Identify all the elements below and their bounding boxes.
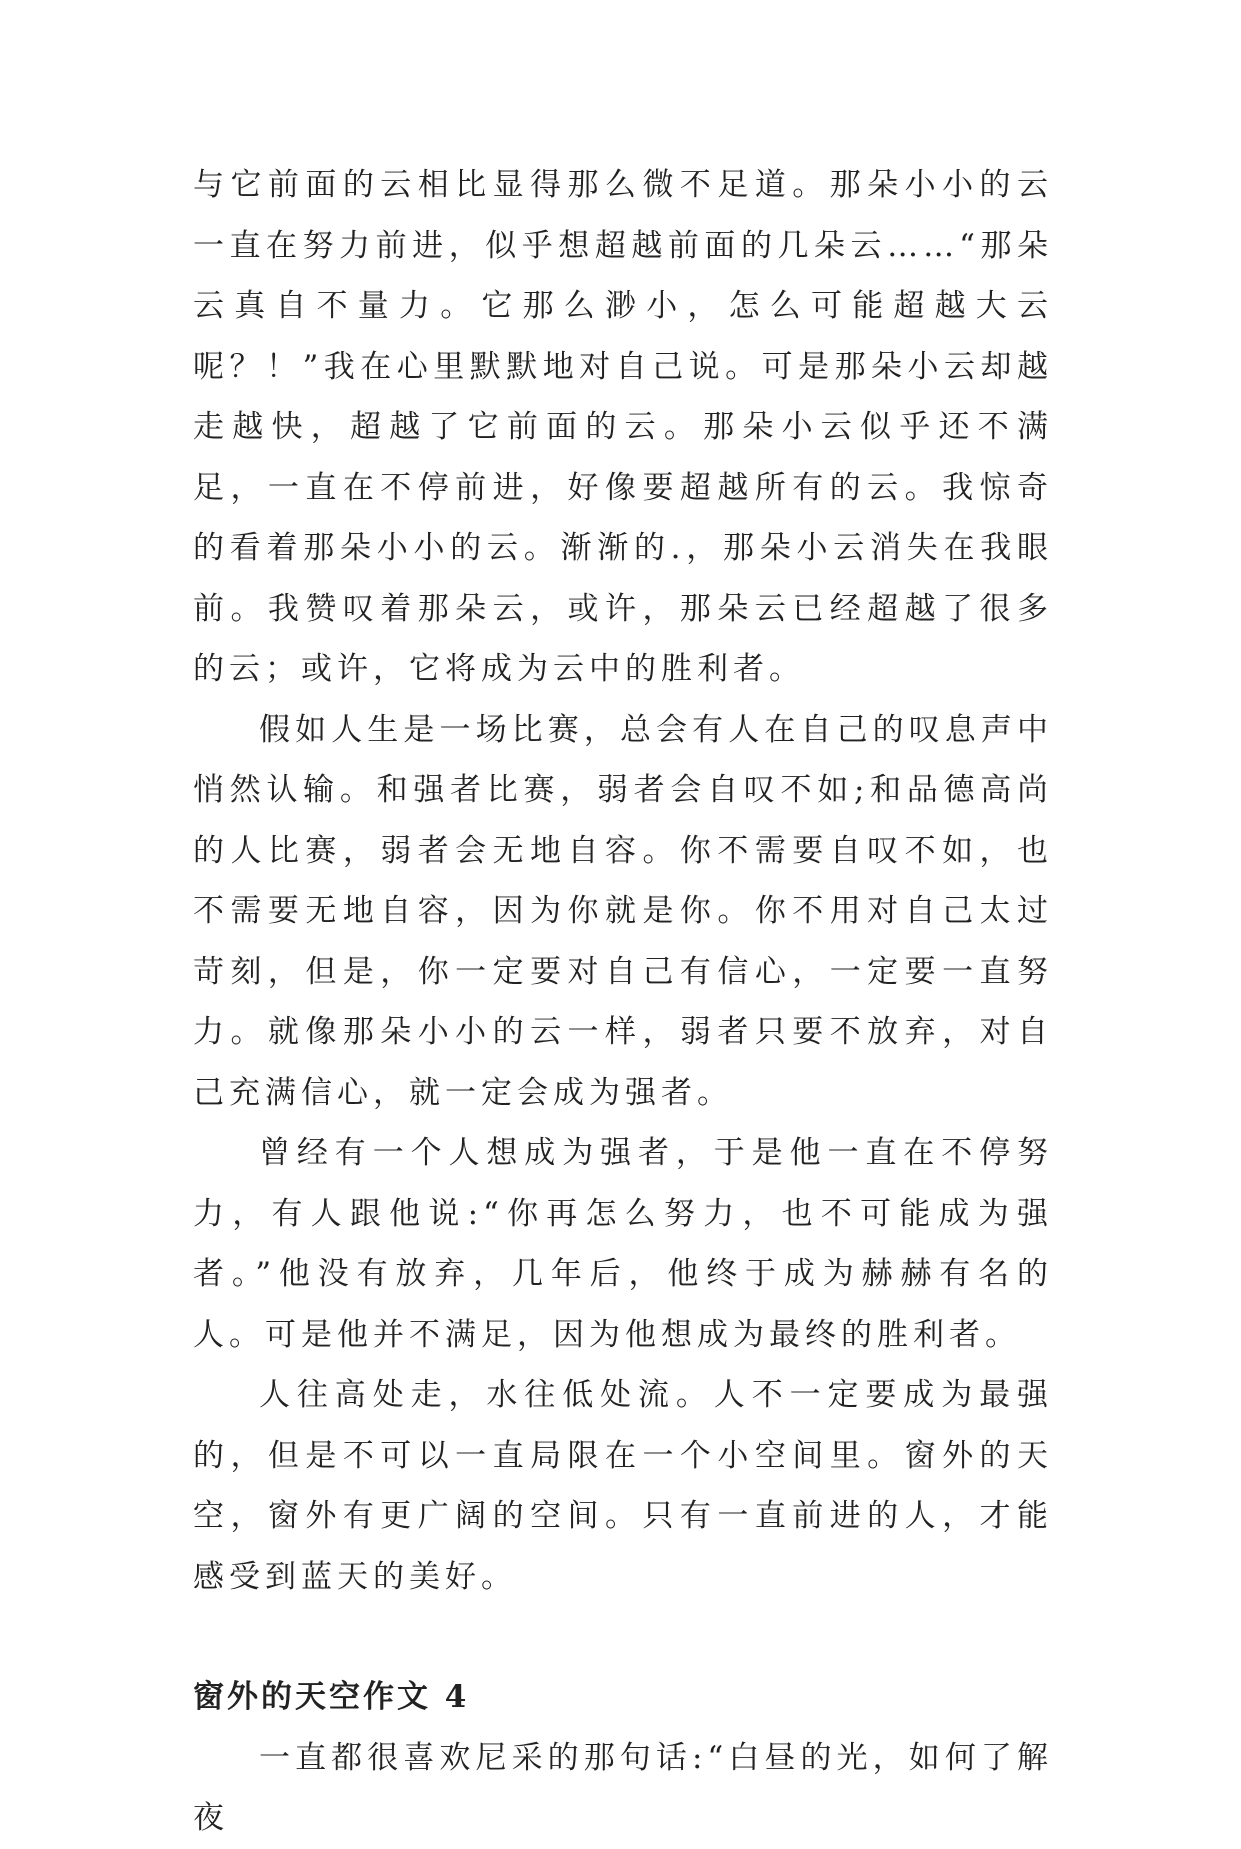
body-paragraph-4: 人往高处走，水往低处流。人不一定要成为最强的，但是不可以一直局限在一个小空间里。窗外的天空，窗外有更广阔的空间。只有一直前进的人，才能感受到蓝天的美好。 — [193, 1377, 1053, 1595]
body-paragraph-2: 假如人生是一场比赛，总会有人在自己的叹息声中悄然认输。和强者比赛，弱者会自叹不如;和品德高尚的人比赛，弱者会无地自容。你不需要自叹不如，也不需要无地自容，因为你就是你。你不用对自己太过苛刻，但是，你一定要对自己有信心，一定要一直努力。就像那朵小小的云一样，弱者只要不放弃，对自己充满信心，就一定会成为强者。 — [193, 711, 1053, 1111]
body-paragraph-5: 一直都很喜欢尼采的那句话:“白昼的光，如何了解夜 — [193, 1739, 1053, 1836]
body-paragraph-3: 曾经有一个人想成为强者，于是他一直在不停努力，有人跟他说:“你再怎么努力，也不可能成为强者。”他没有放弃，几年后，他终于成为赫赫有名的人。可是他并不满足，因为他想成为最终的胜利者。 — [193, 1135, 1053, 1353]
body-paragraph-1: 与它前面的云相比显得那么微不足道。那朵小小的云一直在努力前进，似乎想超越前面的几朵云……“那朵云真自不量力。它那么渺小，怎么可能超越大云呢？！”我在心里默默地对自己说。可是那朵小云却越走越快，超越了它前面的云。那朵小云似乎还不满足，一直在不停前进，好像要超越所有的云。我惊奇的看着那朵小小的云。渐渐的.，那朵小云消失在我眼前。我赞叹着那朵云，或许，那朵云已经超越了很多的云；或许，它将成为云中的胜利者。 — [193, 167, 1053, 687]
document-page — [193, 155, 1053, 1849]
section-heading: 窗外的天空作文 4 — [193, 1679, 470, 1715]
